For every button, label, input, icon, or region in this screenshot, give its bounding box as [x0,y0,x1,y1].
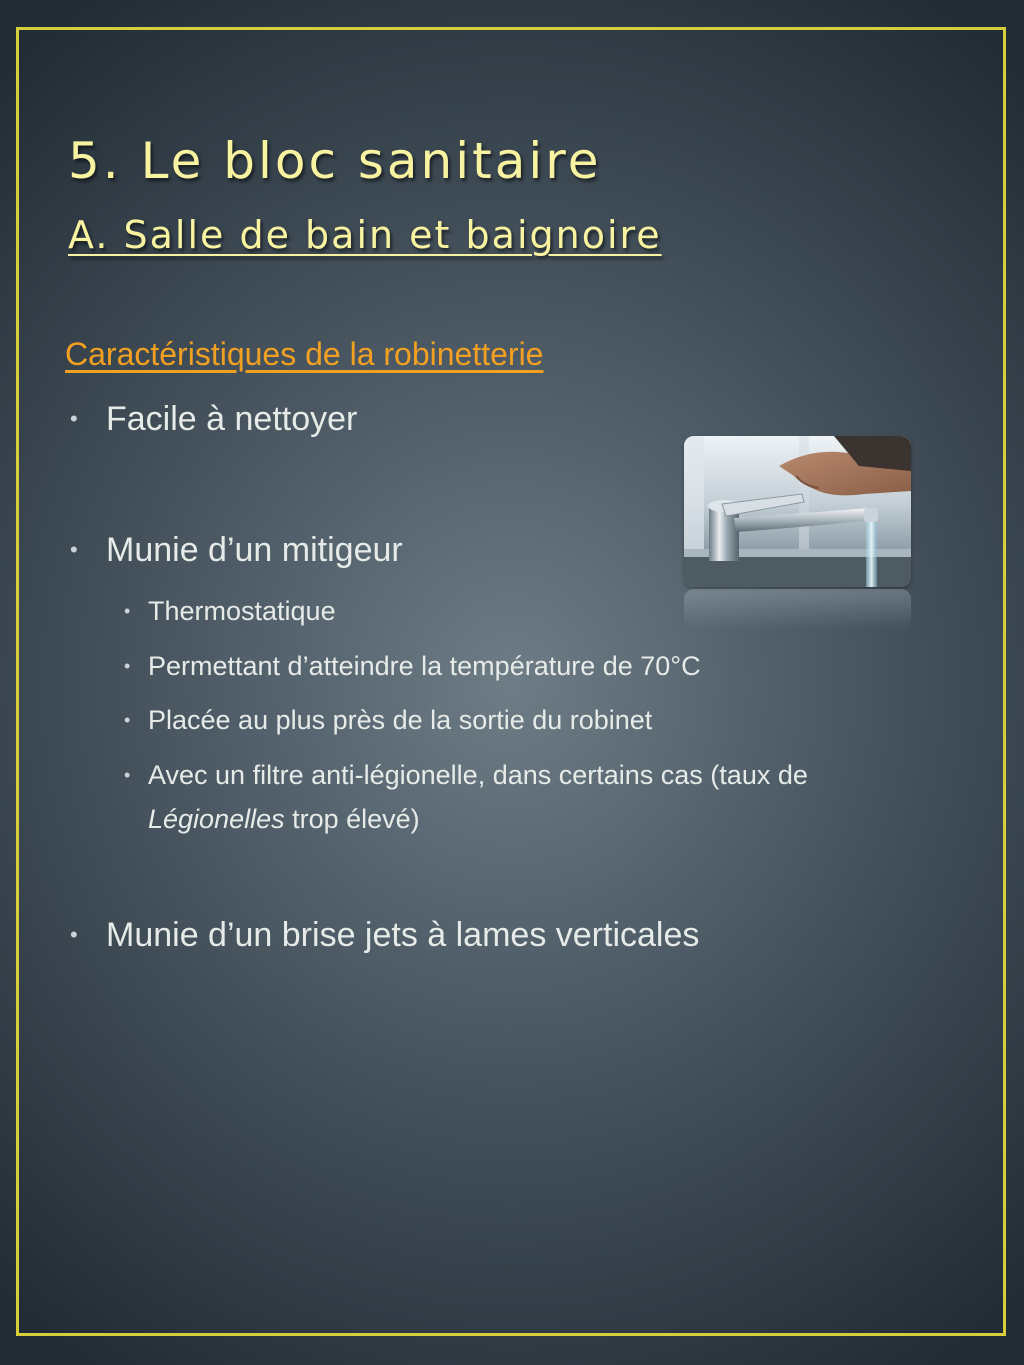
bullet-easy-clean [70,400,358,439]
slide-subtitle: A. Salle de bain et baignoire [68,213,662,257]
bullet-mixer [70,531,403,570]
bullet-jet-breaker [70,916,700,955]
bullet-text: Munie d’un mitigeur [106,531,403,569]
bullet-text: Facile à nettoyer [106,400,358,438]
subbullet-placement [124,698,653,742]
bullet-dot-icon: • [70,537,78,562]
subbullet-temperature [124,644,701,688]
bullet-text: Munie d’un brise jets à lames verticales [106,916,700,954]
subbullet-text: Placée au plus près de la sortie du robinet [148,705,653,735]
subbullet-text-part2: trop élevé) [284,804,420,834]
slide-title: 5. Le bloc sanitaire [68,132,602,190]
subbullet-text-part1: Avec un filtre anti-légionelle, dans certains cas (taux de [148,760,808,790]
bullet-dot-icon: • [124,656,131,676]
subbullet-filter [124,753,948,841]
bullet-dot-icon: • [124,765,131,785]
subbullet-text: Permettant d’atteindre la température de 70°C [148,651,701,681]
subbullet-text: Thermostatique [148,596,336,626]
bullet-dot-icon: • [124,710,131,730]
subbullet-italic-term: Légionelles [148,804,285,834]
faucet-photo-reflection [684,589,911,629]
bullet-dot-icon: • [70,922,78,947]
faucet-photo [684,436,911,587]
section-heading: Caractéristiques de la robinetterie [65,336,544,372]
bullet-dot-icon: • [70,406,78,431]
faucet-icon [684,436,911,587]
bullet-dot-icon: • [124,601,131,621]
subbullet-thermostatic [124,589,336,633]
